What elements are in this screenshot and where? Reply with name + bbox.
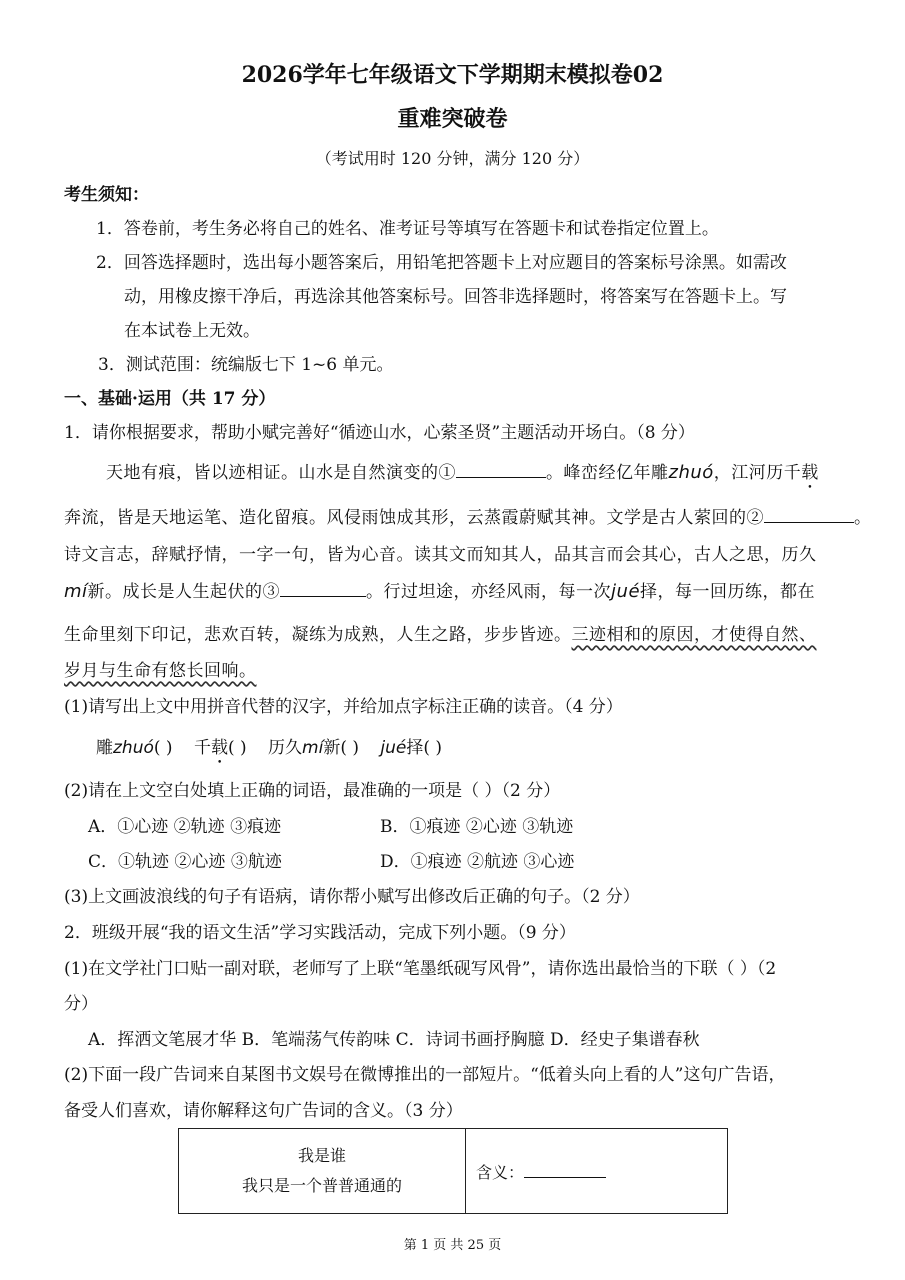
option-b[interactable]: B．①痕迹 ②心迹 ③轨迹 <box>380 817 574 837</box>
q1-stem: 1．请你根据要求，帮助小赋完善好“循迹山水，心萦圣贤”主题活动开场白。（8 分） <box>64 423 695 443</box>
q2-stem: 2．班级开展“我的语文生活”学习实践活动，完成下列小题。（9 分） <box>64 923 576 943</box>
answer-blank-d[interactable]: 择( ) <box>406 738 443 758</box>
passage-line-1: 天地有痕，皆以迹相证。山水是自然演变的① 。峰峦经亿年雕zhuó，江河历千载 <box>106 458 819 493</box>
passage-line-6 <box>64 656 257 681</box>
ad-text-cell <box>179 1129 466 1214</box>
meaning-label: 含义： <box>476 1163 525 1182</box>
q2-sub2-line2: 备受人们喜欢，请你解释这句广告词的含义。（3 分） <box>64 1101 463 1121</box>
exam-info: （考试用时 120 分钟，满分 120 分） <box>315 149 590 168</box>
section-heading: 一、基础·运用（共 17 分） <box>64 389 276 409</box>
q1-sub3: (3)上文画波浪线的句子有语病，请你帮小赋写出修改后正确的句子。（2 分） <box>64 887 640 907</box>
passage-line-3: 诗文言志，辞赋抒情，一字一句，皆为心音。读其文而知其人，品其言而会其心，古人之思，历久 <box>64 545 817 565</box>
answer-blank-a[interactable]: ( ) <box>153 738 173 758</box>
option-c[interactable]: C．①轨迹 ②心迹 ③航迹 <box>88 852 282 872</box>
notice-item-2-end: 在本试卷上无效。 <box>124 321 260 341</box>
ad-text-box <box>178 1128 728 1214</box>
meaning-blank[interactable] <box>524 1159 606 1178</box>
wavy-sentence-1: 三迹相和的原因，才使得自然、 <box>571 625 817 645</box>
pinyin-zhuo-answer: zhuó <box>113 738 154 758</box>
pinyin-jue: jué <box>611 581 641 602</box>
q2-sub1-line1: (1)在文学社门口贴一副对联，老师写了上联“笔墨纸砚写风骨”，请你选出最恰当的下联（ ）（2 <box>64 959 777 979</box>
page-footer: 第 1 页 共 25 页 <box>403 1238 502 1253</box>
notice-item-1: 1．答卷前，考生务必将自己的姓名、准考证号等填写在答题卡和试卷指定位置上。 <box>96 219 719 239</box>
notice-item-3: 3．测试范围：统编版七下 1~6 单元。 <box>98 355 394 375</box>
option-a[interactable]: A．①心迹 ②轨迹 ③痕迹 <box>88 817 282 837</box>
option-d[interactable]: D．①痕迹 ②航迹 ③心迹 <box>380 852 575 872</box>
blank-2[interactable] <box>764 504 854 523</box>
wavy-sentence-2: 岁月与生命有悠长回响。 <box>64 661 257 681</box>
passage-line-5: 生命里刻下印记，悲欢百转，凝练为成熟，人生之路，步步皆迹。三迹相和的原因，才使得自然、 <box>64 625 817 645</box>
dotted-char-zai: 载 <box>801 463 819 483</box>
q1-sub1-items: 雕zhuó( ) 千载( ) 历久mí新( ) jué择( ) <box>96 738 443 758</box>
blank-3[interactable] <box>280 578 366 597</box>
exam-subtitle: 重难突破卷 <box>397 106 508 132</box>
ad-line-2: 我只是一个普普通通的 <box>241 1176 402 1195</box>
notice-heading: 考生须知： <box>64 185 149 205</box>
q1-sub1: (1)请写出上文中用拼音代替的汉字，并给加点字标注正确的读音。（4 分） <box>64 697 623 717</box>
pinyin-mi: mí <box>64 581 88 602</box>
q1-sub2: (2)请在上文空白处填上正确的词语，最准确的一项是（ ）（2 分） <box>64 781 561 801</box>
ad-line-1: 我是谁 <box>297 1146 346 1165</box>
meaning-cell <box>466 1129 728 1214</box>
exam-title: 2026学年七年级语文下学期期末模拟卷02 <box>241 62 664 88</box>
q2-sub1-options[interactable]: A．挥洒文笔展才华 B．笔端荡气传韵味 C．诗词书画抒胸臆 D．经史子集谱春秋 <box>88 1030 700 1050</box>
answer-blank-b[interactable]: ( ) <box>227 738 247 758</box>
notice-item-2: 2．回答选择题时，选出每小题答案后，用铅笔把答题卡上对应题目的答案标号涂黑。如需改 <box>96 253 787 273</box>
q2-sub1-line2: 分） <box>64 994 98 1014</box>
answer-blank-c[interactable]: 新( ) <box>323 738 359 758</box>
passage-line-4: mí新。成长是人生起伏的③ 。行过坦途，亦经风雨，每一次jué择，每一回历练，都在 <box>64 577 815 602</box>
passage-line-2: 奔流，皆是天地运笔、造化留痕。风侵雨蚀成其形，云蒸霞蔚赋其神。文学是古人萦回的② 。 <box>64 503 872 528</box>
blank-1[interactable] <box>456 459 546 478</box>
pinyin-zhuo: zhuó <box>668 462 714 483</box>
q2-sub2-line1: (2)下面一段广告词来自某图书文娱号在微博推出的一部短片。“低着头向上看的人”这句广告语， <box>64 1065 786 1085</box>
notice-item-2-cont: 动，用橡皮擦干净后，再选涂其他答案标号。回答非选择题时，将答案写在答题卡上。写 <box>124 287 787 307</box>
